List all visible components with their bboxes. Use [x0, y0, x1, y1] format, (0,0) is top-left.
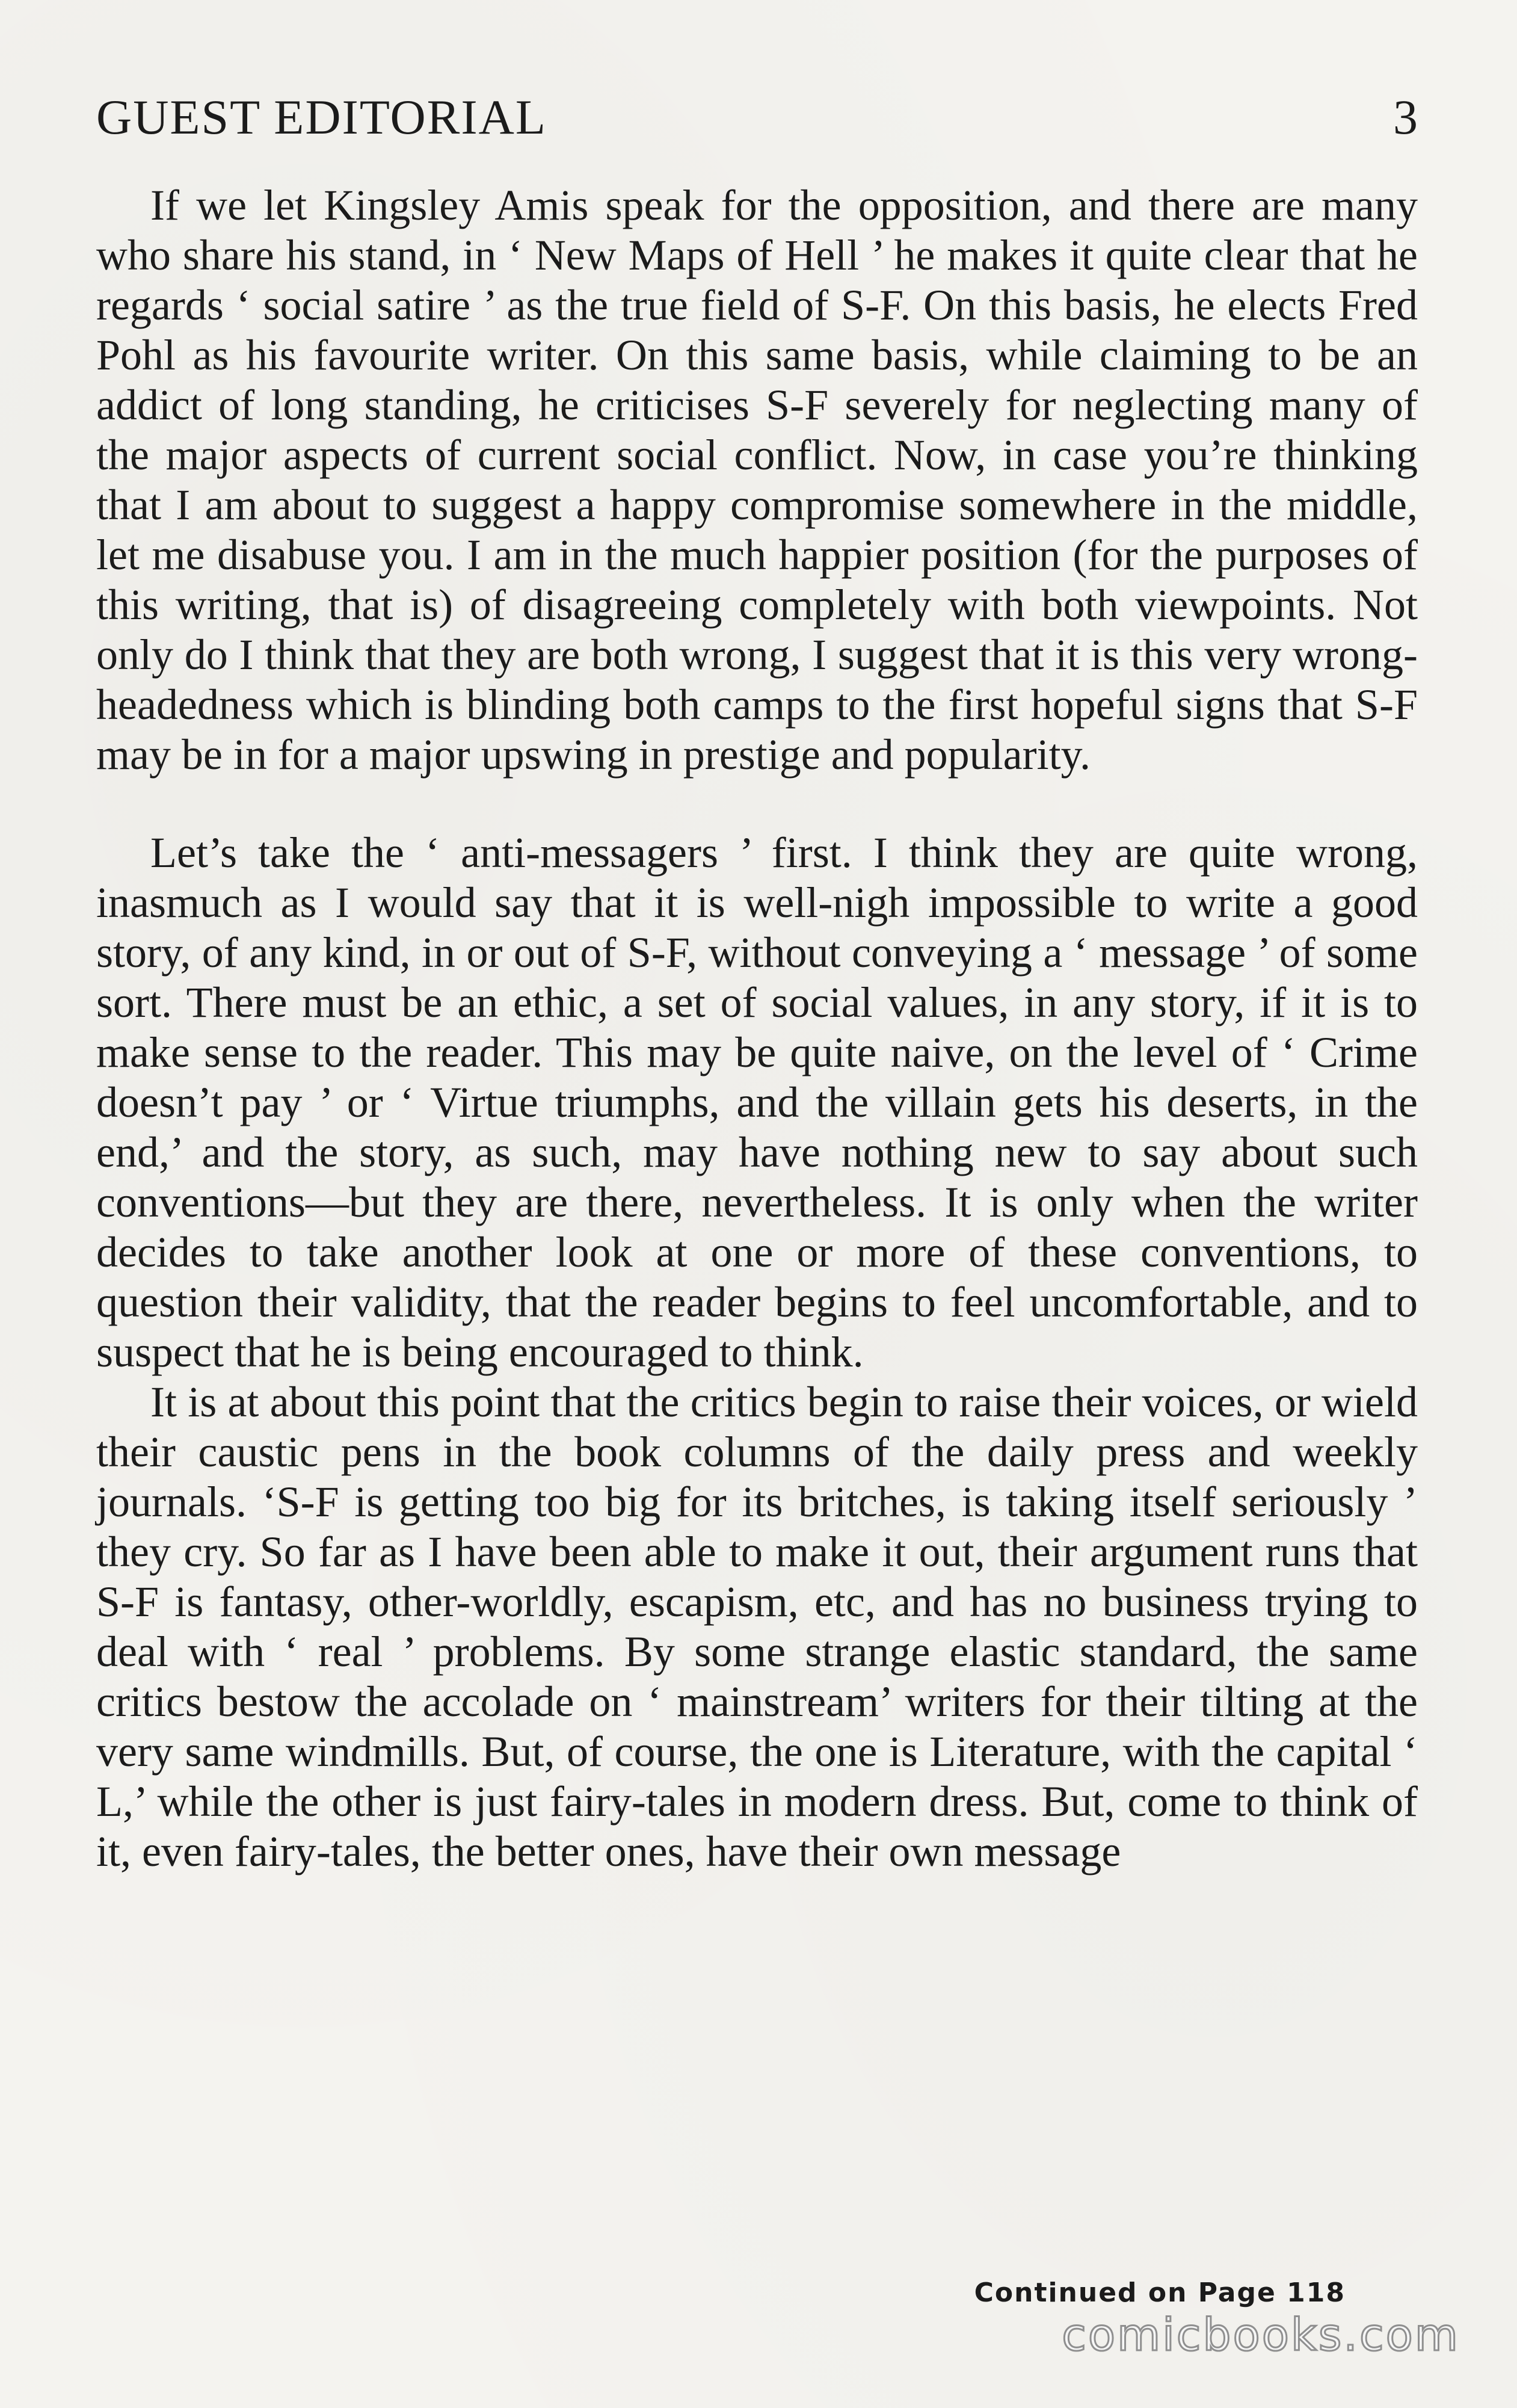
editorial-body	[96, 181, 1418, 1877]
paragraph-1: If we let Kingsley Amis speak for the opposition, and there are many who share his stand, in ‘ New Maps of Hell ’ he makes it quite clear that he regards ‘ social satire ’ as the true field of S-F. On this basis, he elects Fred Pohl as his favourite writer. On this same basis, while claiming to be an addict of long standing, he criticises S-F severely for neglecting many of the major aspects of current social conflict. Now, in case you’re thinking that I am about to suggest a happy compromise somewhere in the middle, let me disabuse you. I am in the much happier position (for the purposes of this writing, that is) of disagreeing completely with both viewpoints. Not only do I think that they are both wrong, I suggest that it is this very wrong-headedness which is blinding both camps to the first hopeful signs that S-F may be in for a major upswing in prestige and popularity.	[96, 181, 1418, 779]
continued-note: Continued on Page 118	[974, 2277, 1346, 2308]
paragraph-gap	[96, 780, 1418, 828]
page-number: 3	[1393, 90, 1418, 144]
paragraph-2: Let’s take the ‘ anti-messagers ’ first. I think they are quite wrong, inasmuch as I would say that it is well-nigh impossible to write a good story, of any kind, in or out of S-F, without conveying a ‘ message ’ of some sort. There must be an ethic, a set of social values, in any story, if it is to make sense to the reader. This may be quite naive, on the level of ‘ Crime doesn’t pay ’ or ‘ Virtue triumphs, and the villain gets his deserts, in the end,’ and the story, as such, may have nothing new to say about such conventions—but they are there, nevertheless. It is only when the writer decides to take another look at one or more of these conventions, to question their validity, that the reader begins to feel uncomfortable, and to suspect that he is being encouraged to think.	[96, 829, 1418, 1376]
page-header	[96, 84, 1418, 150]
paragraph-3: It is at about this point that the critics begin to raise their voices, or wield their caustic pens in the book columns of the daily press and weekly journals. ‘S-F is getting too big for its britches, is taking itself seriously ’ they cry. So far as I have been able to make it out, their argument runs that S-F is fantasy, other-worldly, escapism, etc, and has no business trying to deal with ‘ real ’ problems. By some strange elastic standard, the same critics bestow the accolade on ‘ mainstream’ writers for their tilting at the very same windmills. But, of course, the one is Literature, with the capital ‘ L,’ while the other is just fairy-tales in modern dress. But, come to think of it, even fairy-tales, the better ones, have their own message	[96, 1378, 1418, 1875]
running-head-title: GUEST EDITORIAL	[96, 90, 547, 144]
site-watermark: comicbooks.com	[1062, 2309, 1460, 2361]
